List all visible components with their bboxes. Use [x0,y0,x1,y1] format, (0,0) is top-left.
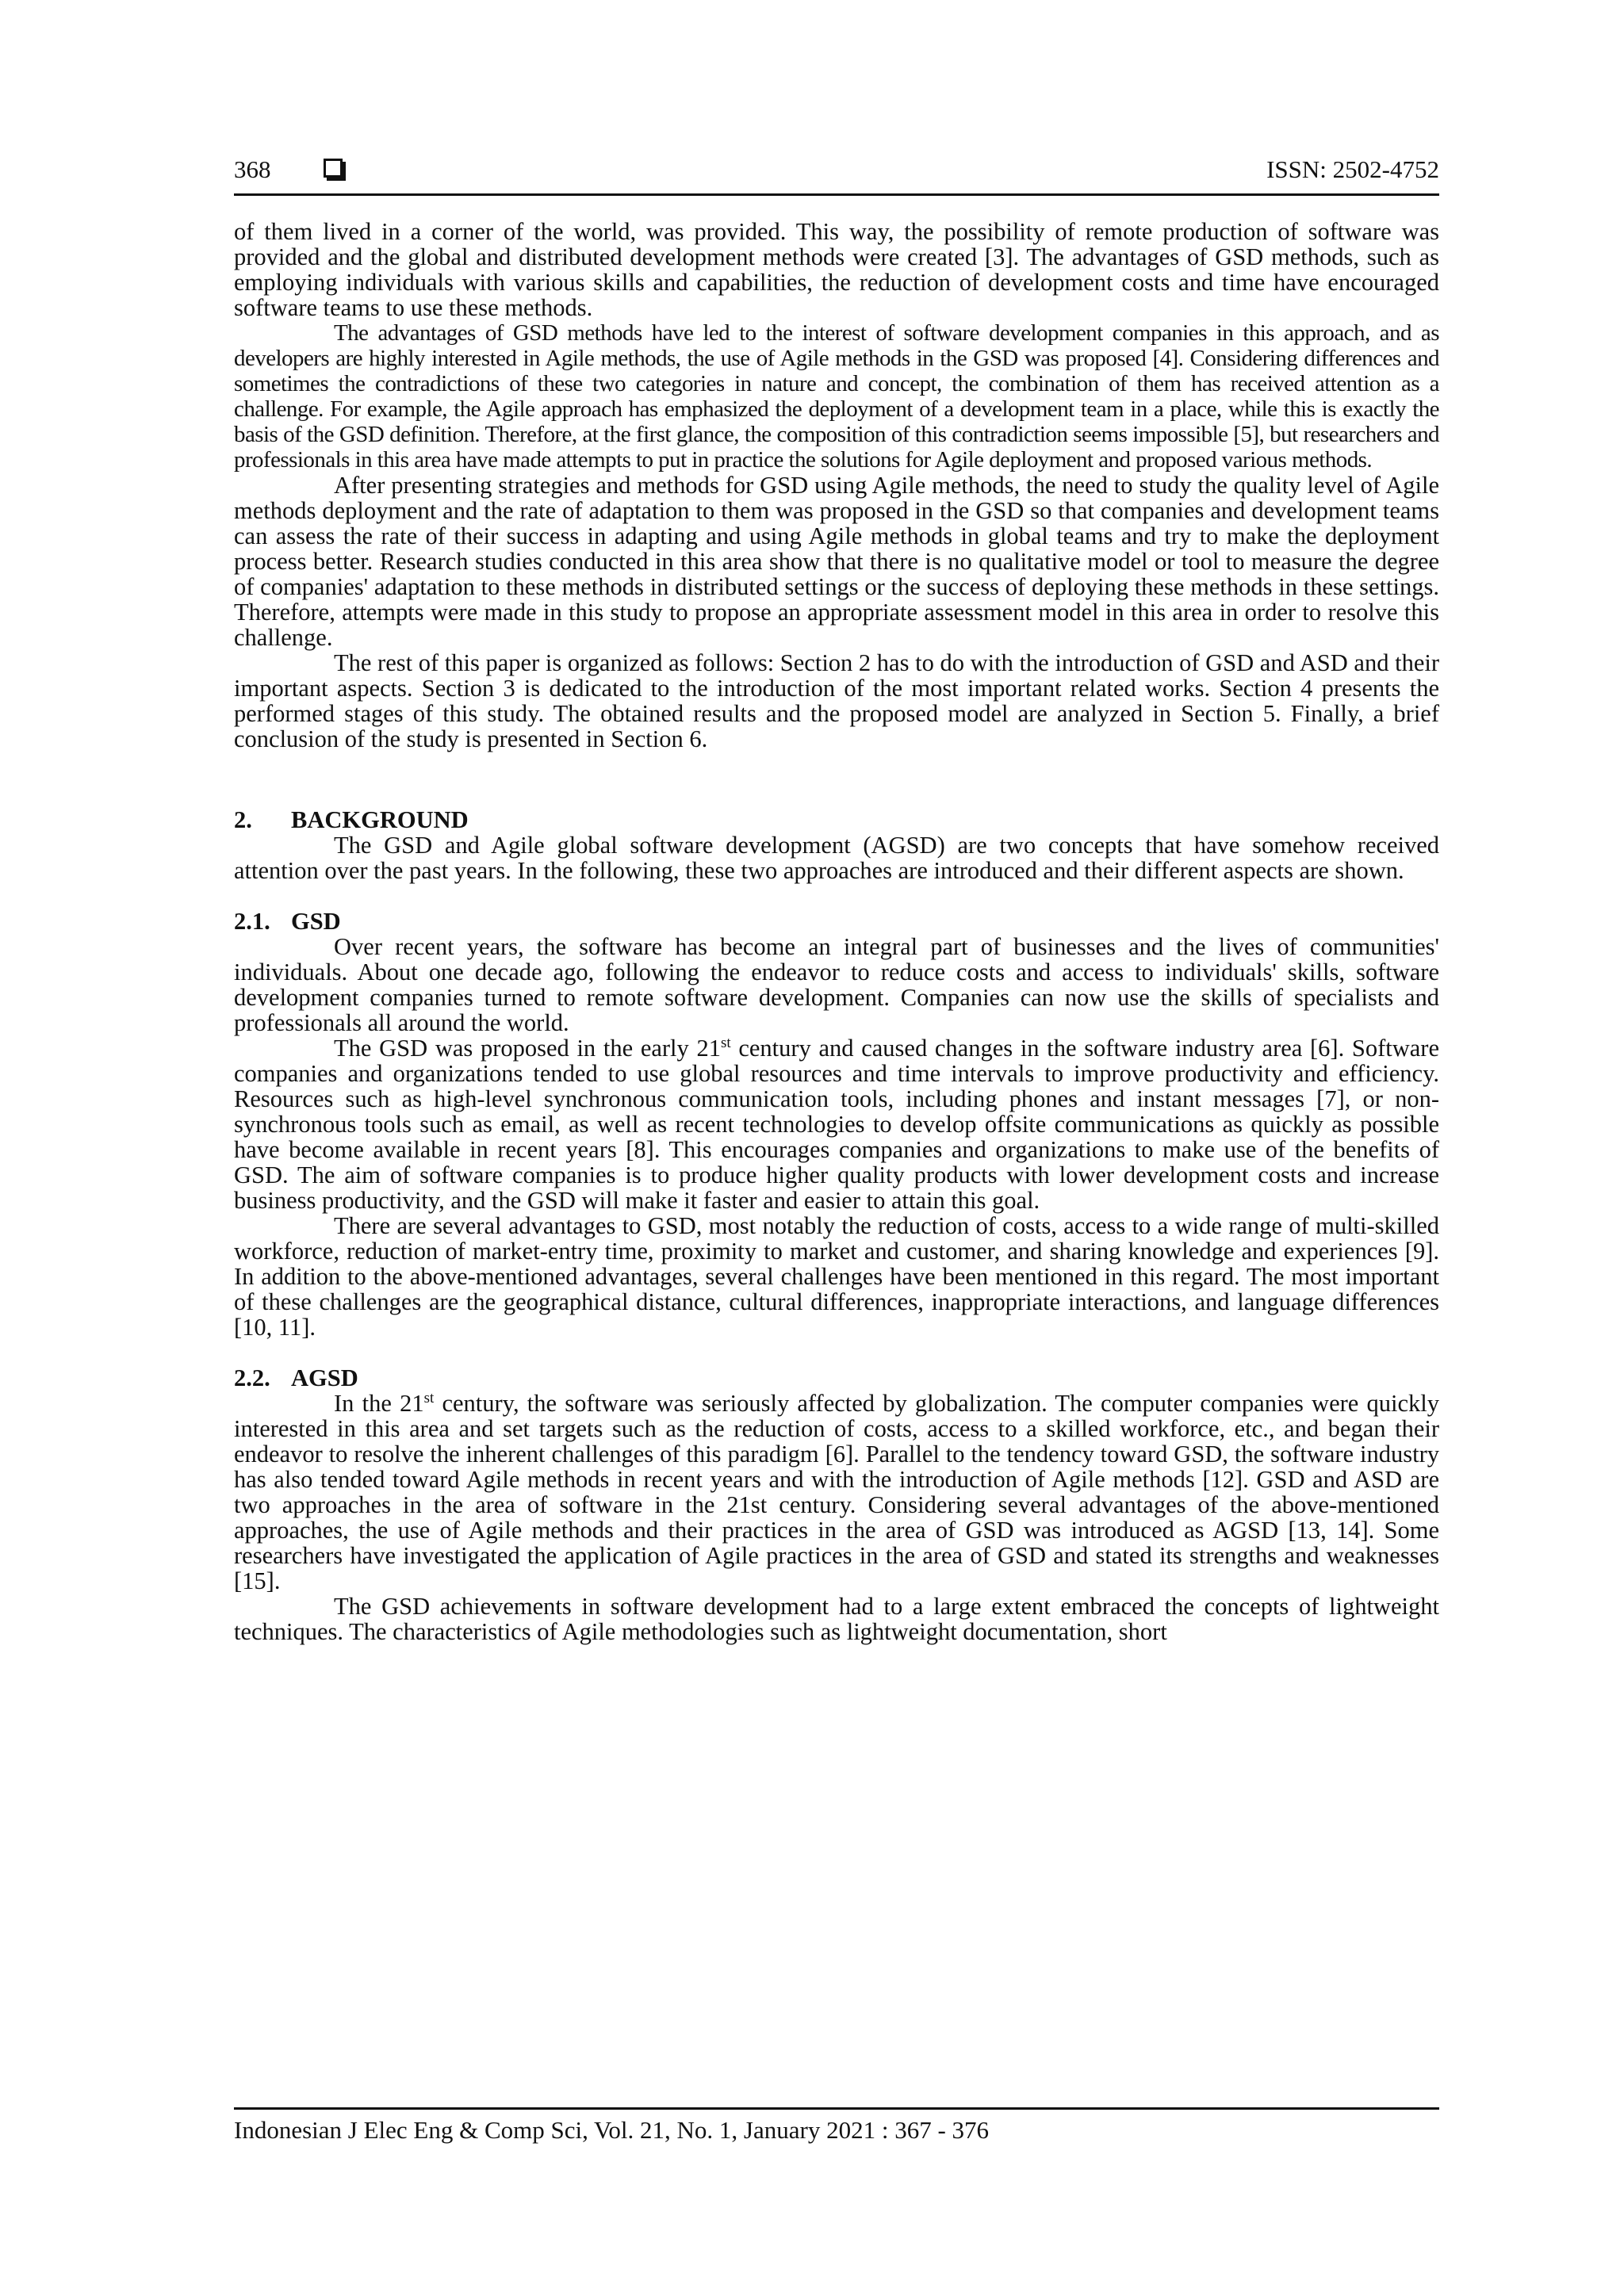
subsection-number: 2.1. [234,908,270,935]
paragraph: The advantages of GSD methods have led to the interest of software development companies in this approach, and as developers are highly interested in Agile methods, the use of Agile methods in the GSD was proposed [4]. Considering differences and sometimes the contradictions of these two categories in nature and concept, the combination of them has received attention as a challenge. For example, the Agile approach has emphasized the deployment of a development team in a place, while this is exactly the basis of the GSD definition. Therefore, at the first glance, the composition of this contradiction seems impossible [5], but researchers and professionals in this area have made attempts to put in practice the solutions for Agile deployment and proposed various methods. [234,320,1439,473]
superscript: st [720,1035,731,1051]
paragraph: The GSD achievements in software development had to a large extent embraced the concepts of lightweight techniques. The characteristics of Agile methodologies such as lightweight documentation, short [234,1593,1439,1645]
subsection-title: GSD [291,908,341,935]
running-header [234,152,1439,196]
paragraph [234,1035,1439,1213]
text-run: In the 21 [334,1390,424,1417]
text-run: century and caused changes in the software industry area [6]. Software companies and organizations tended to use global resources and time intervals to improve productivity and efficiency. Resources such as high-level synchronous communication tools, including phones and instant messages [7], or non-synchronous tools such as email, as well as recent technologies to develop offsite communications as quickly as possible have become available in recent years [8]. This encourages companies and organizations to make use of the benefits of GSD. The aim of software companies is to produce higher quality products with lower development costs and increase business productivity, and the GSD will make it faster and easier to attain this goal. [234,1035,1439,1214]
issn-label: ISSN: 2502-4752 [1266,155,1439,183]
subsection-number: 2.2. [234,1364,270,1391]
paragraph: After presenting strategies and methods for GSD using Agile methods, the need to study the quality level of Agile methods deployment and the rate of adaptation to them was proposed in the GSD so that companies and development teams can assess the rate of their success in adapting and using Agile methods in global teams and try to make the deployment process better. Research studies conducted in this area show that there is no qualitative model or tool to measure the degree of companies' adaptation to these methods in distributed settings or the success of deploying these methods in these settings. Therefore, attempts were made in this study to propose an appropriate assessment model in this area in order to resolve this challenge. [234,472,1439,651]
paragraph: The GSD and Agile global software development (AGSD) are two concepts that have somehow received attention over the past years. In the following, these two approaches are introduced and their different aspects are shown. [234,832,1439,884]
subsection-heading-gsd [234,909,1439,934]
checkbox-square-icon [324,159,343,178]
superscript: st [423,1390,435,1406]
paragraph [234,1391,1439,1594]
section-title: BACKGROUND [291,806,469,833]
subsection-heading-agsd [234,1365,1439,1391]
subsection-title: AGSD [291,1364,358,1391]
paragraph: Over recent years, the software has become an integral part of businesses and the lives of communities' individuals. About one decade ago, following the endeavor to reduce costs and access to individuals' skills, software development companies turned to remote software development. Companies can now use the skills of specialists and professionals all around the world. [234,933,1439,1036]
paragraph: The rest of this paper is organized as follows: Section 2 has to do with the introduction of GSD and ASD and their important aspects. Section 3 is dedicated to the introduction of the most important related works. Section 4 presents the performed stages of this study. The obtained results and the proposed model are analyzed in Section 5. Finally, a brief conclusion of the study is presented in Section 6. [234,649,1439,752]
journal-citation: Indonesian J Elec Eng & Comp Sci, Vol. 21, No. 1, January 2021 : 367 - 376 [234,2116,990,2144]
text-run: The GSD was proposed in the early 21 [334,1035,721,1062]
article-body [234,219,1439,1644]
paragraph: There are several advantages to GSD, most notably the reduction of costs, access to a wide range of multi-skilled workforce, reduction of market-entry time, proximity to market and customer, and sharing knowledge and experiences [9]. In addition to the above-mentioned advantages, several challenges have been mentioned in this regard. The most important of these challenges are the geographical distance, cultural differences, inappropriate interactions, and language differences [10, 11]. [234,1212,1439,1341]
section-number: 2. [234,806,252,833]
section-heading-background [234,807,1439,832]
page-number: 368 [234,155,271,183]
running-footer [234,2107,1439,2145]
paragraph: of them lived in a corner of the world, was provided. This way, the possibility of remote production of software was provided and the global and distributed development methods were created [3]. The advantages of GSD methods, such as employing individuals with various skills and capabilities, the reduction of development costs and time have encouraged software teams to use these methods. [234,218,1439,321]
text-run: century, the software was seriously affected by globalization. The computer companies were quickly interested in this area and set targets such as the reduction of costs, access to a skilled workforce, etc., and began their endeavor to resolve the inherent challenges of this paradigm [6]. Parallel to the tendency toward GSD, the software industry has also tended toward Agile methods in recent years and with the introduction of Agile methods [12]. GSD and ASD are two approaches in the area of software in the 21st century. Considering several advantages of the above-mentioned approaches, the use of Agile methods and their practices in the area of GSD was introduced as AGSD [13, 14]. Some researchers have investigated the application of Agile practices in the area of GSD and stated its strengths and weaknesses [15]. [234,1390,1439,1594]
